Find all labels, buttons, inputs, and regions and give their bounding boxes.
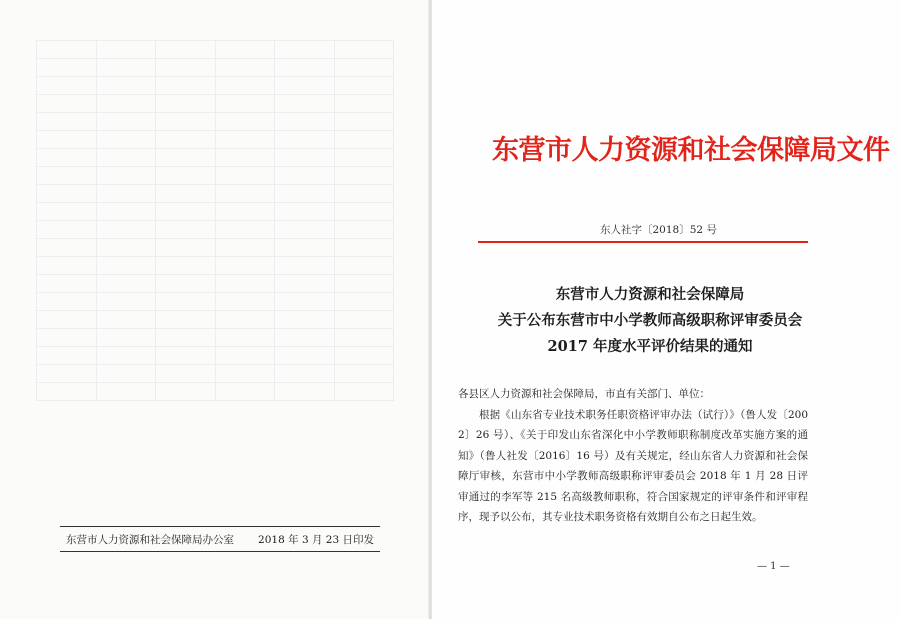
ghost-cell (334, 95, 394, 113)
red-header: 东营市人力资源和社会保障局文件 (492, 135, 890, 166)
ghost-cell (334, 113, 394, 131)
ghost-cell (156, 131, 216, 149)
ghost-cell (275, 275, 335, 293)
ghost-row (37, 131, 394, 149)
ghost-row (37, 95, 394, 113)
ghost-cell (275, 185, 335, 203)
notice-title (470, 282, 830, 360)
ghost-cell (215, 95, 275, 113)
ghost-cell (37, 311, 97, 329)
ghost-cell (96, 329, 156, 347)
ghost-cell (156, 293, 216, 311)
ghost-cell (334, 221, 394, 239)
ghost-cell (156, 257, 216, 275)
ghost-cell (96, 257, 156, 275)
ghost-cell (275, 311, 335, 329)
ghost-cell (215, 59, 275, 77)
ghost-cell (334, 149, 394, 167)
ghost-cell (156, 167, 216, 185)
ghost-cell (215, 113, 275, 131)
ghost-cell (37, 95, 97, 113)
ghost-cell (334, 293, 394, 311)
ghost-cell (156, 311, 216, 329)
ghost-row (37, 113, 394, 131)
ghost-row (37, 41, 394, 59)
ghost-cell (334, 311, 394, 329)
document-number: 东人社字〔2018〕52 号 (600, 224, 717, 236)
ghost-cell (215, 329, 275, 347)
ghost-cell (156, 149, 216, 167)
ghost-cell (275, 113, 335, 131)
title-line: 关于公布东营市中小学教师高级职称评审委员会 (497, 312, 803, 329)
ghost-cell (156, 203, 216, 221)
ghost-cell (96, 275, 156, 293)
ghost-cell (96, 131, 156, 149)
ghost-cell (334, 185, 394, 203)
ghost-row (37, 275, 394, 293)
red-divider (478, 241, 808, 243)
ghost-cell (37, 239, 97, 257)
ghost-cell (156, 41, 216, 59)
ghost-cell (96, 185, 156, 203)
ghost-row (37, 257, 394, 275)
ghost-cell (156, 95, 216, 113)
ghost-cell (156, 275, 216, 293)
issuer-office: 东营市人力资源和社会保障局办公室 (66, 533, 234, 546)
ghost-cell (37, 275, 97, 293)
ghost-cell (275, 221, 335, 239)
ghost-cell (215, 131, 275, 149)
ghost-row (37, 365, 394, 383)
print-date: 2018 年 3 月 23 日印发 (258, 533, 374, 546)
ghost-cell (215, 41, 275, 59)
issuer-bar (60, 526, 380, 552)
ghost-cell (215, 185, 275, 203)
ghost-cell (334, 383, 394, 401)
ghost-cell (37, 77, 97, 95)
title-line: 东营市人力资源和社会保障局 (555, 286, 745, 303)
ghost-cell (215, 293, 275, 311)
body-paragraph: 根据《山东省专业技术职务任职资格评审办法（试行）》（鲁人发〔2002〕26 号）、《关于印发山东省深化中小学教师职称制度改革实施方案的通知》（鲁人社发〔2016〕16 号）及有关规定，经山东省人力资源和社会保障厅审核，东营市中小学教师高级职称评审委员会 2018 年 1 月 28 日评审通过的李军等 215 名高级教师职称，符合国家规定的评审条件和评审程序，现予以公布，其专业技术职务资格有效期自公布之日起生效。 (458, 408, 808, 523)
ghost-row (37, 185, 394, 203)
ghost-cell (275, 293, 335, 311)
ghost-cell (334, 365, 394, 383)
ghost-cell (37, 329, 97, 347)
ghost-cell (275, 131, 335, 149)
ghost-cell (215, 365, 275, 383)
ghost-cell (275, 41, 335, 59)
ghost-row (37, 167, 394, 185)
ghost-cell (275, 383, 335, 401)
ghost-cell (37, 41, 97, 59)
ghost-cell (275, 77, 335, 95)
ghost-cell (215, 347, 275, 365)
ghost-cell (37, 347, 97, 365)
ghost-cell (37, 167, 97, 185)
ghost-row (37, 149, 394, 167)
salutation: 各县区人力资源和社会保障局，市直有关部门、单位： (458, 388, 710, 400)
ghost-cell (275, 203, 335, 221)
ghost-cell (37, 365, 97, 383)
ghost-cell (215, 77, 275, 95)
ghost-cell (275, 95, 335, 113)
ghost-cell (275, 329, 335, 347)
ghost-cell (156, 239, 216, 257)
ghost-row (37, 383, 394, 401)
ghost-cell (156, 329, 216, 347)
ghost-row (37, 329, 394, 347)
ghost-cell (275, 149, 335, 167)
ghost-cell (156, 113, 216, 131)
ghost-cell (334, 131, 394, 149)
ghost-cell (96, 293, 156, 311)
ghost-cell (275, 167, 335, 185)
ghost-cell (275, 365, 335, 383)
ghost-cell (156, 59, 216, 77)
ghost-cell (96, 77, 156, 95)
ghost-cell (156, 77, 216, 95)
ghost-cell (215, 257, 275, 275)
ghost-cell (156, 365, 216, 383)
ghost-cell (96, 59, 156, 77)
ghost-cell (96, 239, 156, 257)
ghost-cell (215, 311, 275, 329)
ghost-cell (37, 59, 97, 77)
ghost-cell (334, 347, 394, 365)
ghost-cell (275, 239, 335, 257)
page-number: — 1 — (757, 561, 790, 572)
ghost-cell (37, 185, 97, 203)
ghost-cell (37, 203, 97, 221)
ghost-cell (334, 275, 394, 293)
left-page (0, 0, 430, 619)
ghost-cell (334, 239, 394, 257)
ghost-cell (334, 257, 394, 275)
ghost-cell (37, 131, 97, 149)
ghost-cell (215, 239, 275, 257)
ghost-cell (334, 59, 394, 77)
ghost-row (37, 239, 394, 257)
ghost-cell (334, 203, 394, 221)
ghost-row (37, 311, 394, 329)
ghost-cell (215, 383, 275, 401)
ghost-cell (156, 383, 216, 401)
ghost-cell (37, 383, 97, 401)
bleed-through-table (36, 40, 394, 401)
ghost-cell (96, 347, 156, 365)
ghost-cell (215, 167, 275, 185)
ghost-row (37, 347, 394, 365)
ghost-cell (275, 59, 335, 77)
ghost-row (37, 293, 394, 311)
ghost-row (37, 221, 394, 239)
ghost-cell (275, 347, 335, 365)
ghost-cell (156, 185, 216, 203)
ghost-cell (96, 365, 156, 383)
ghost-row (37, 59, 394, 77)
ghost-cell (215, 203, 275, 221)
ghost-cell (156, 347, 216, 365)
title-line: 2017 年度水平评价结果的通知 (547, 338, 753, 355)
ghost-cell (96, 95, 156, 113)
ghost-cell (96, 149, 156, 167)
ghost-cell (37, 257, 97, 275)
ghost-cell (96, 167, 156, 185)
ghost-cell (96, 41, 156, 59)
ghost-cell (334, 41, 394, 59)
ghost-cell (275, 257, 335, 275)
ghost-cell (96, 383, 156, 401)
ghost-cell (96, 311, 156, 329)
ghost-cell (215, 221, 275, 239)
ghost-cell (37, 293, 97, 311)
ghost-cell (156, 221, 216, 239)
ghost-cell (334, 329, 394, 347)
ghost-cell (96, 221, 156, 239)
notice-body (458, 384, 808, 528)
ghost-cell (37, 113, 97, 131)
ghost-cell (215, 149, 275, 167)
ghost-row (37, 77, 394, 95)
ghost-cell (37, 149, 97, 167)
ghost-cell (334, 77, 394, 95)
ghost-cell (96, 113, 156, 131)
ghost-cell (215, 275, 275, 293)
ghost-row (37, 203, 394, 221)
ghost-cell (334, 167, 394, 185)
ghost-cell (37, 221, 97, 239)
ghost-cell (96, 203, 156, 221)
